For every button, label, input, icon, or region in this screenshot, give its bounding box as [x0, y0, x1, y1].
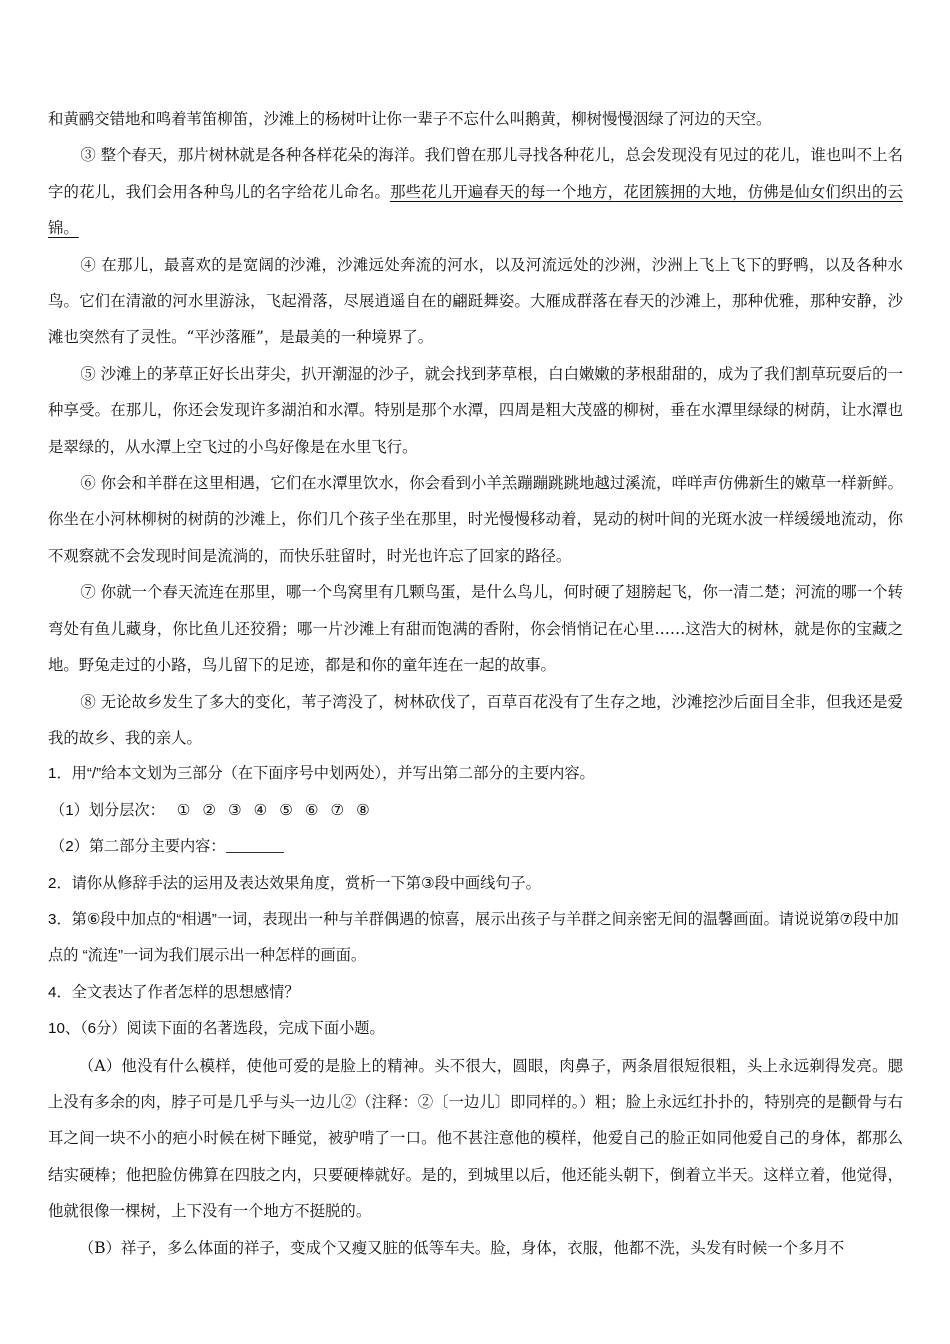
- section-marker: ⑥: [304, 801, 319, 819]
- novel-excerpt-a: （A）他没有什么模样，使他可爱的是脸上的精神。头不很大，圆眼，肉鼻子，两条眉很短很粗，头上永远剃得发亮。腮上没有多余的肉，脖子可是几乎与头一边儿②（注释：②〔一边儿〕即同样的。）粗；脸上永远红扑扑的，特别亮的是颧骨与右耳之间一块不小的疤小时候在树下睡觉，被驴啃了一口。他不甚注意他的模样，他爱自己的脸正如同他爱自己的身体，都那么结实硬棒；他把脸仿佛算在四肢之内，只要硬棒就好。是的，到城里以后，他还能头朝下，倒着立半天。这样立着，他觉得，他就很像一棵树，上下没有一个地方不挺脱的。: [48, 1056, 903, 1221]
- article-paragraph-8: ⑧ 无论故乡发生了多大的变化，苇子湾没了，树林砍伐了，百草百花没有了生存之地，沙滩挖沙后面目全非，但我还是爱我的故乡、我的亲人。: [48, 692, 903, 747]
- section-marker: ①: [176, 801, 191, 819]
- section-10-heading: 10、（6分）阅读下面的名著选段，完成下面小题。: [48, 1020, 385, 1038]
- question-4: 4．全文表达了作者怎样的思想感情？: [48, 983, 300, 1001]
- section-marker: ②: [202, 801, 217, 819]
- article-paragraph-5: ⑤ 沙滩上的茅草正好长出芽尖，扒开潮湿的沙子，就会找到茅草根，白白嫩嫩的茅根甜甜的，成为了我们割草玩耍后的一种享受。在那儿，你还会发现许多湖泊和水潭。特别是那个水潭，四周是粗大茂盛的柳树，垂在水潭里绿绿的树荫，让水潭也是翠绿的，从水潭上空飞过的小鸟好像是在水里飞行。: [48, 364, 903, 456]
- article-paragraph-6: ⑥ 你会和羊群在这里相遇，它们在水潭里饮水，你会看到小羊羔蹦蹦跳跳地越过溪流，咩咩声仿佛新生的嫩草一样新鲜。你坐在小河林柳树的树荫的沙滩上，你们几个孩子坐在那里，时光慢慢移动着，晃动的树叶间的光斑水波一样缓缓地流动，你不观察就不会发现时间是流淌的，而快乐驻留时，时光也许忘了回家的路径。: [48, 474, 903, 565]
- question-2: 2．请你从修辞手法的运用及表达效果角度，赏析一下第③段中画线句子。: [48, 874, 541, 892]
- answer-blank: [226, 837, 284, 853]
- question-1-sub-2-label: （2）第二部分主要内容：: [50, 838, 226, 856]
- section-marker: ③: [228, 801, 242, 819]
- question-1-sub-1: [48, 793, 903, 829]
- question-1-sub-2: [48, 829, 903, 865]
- novel-excerpt-b: （B）祥子，多么体面的祥子，变成个又瘦又脏的低等车夫。脸，身体，衣服，他都不洗，头发有时候一个多月不: [78, 1238, 845, 1257]
- paragraph-3-underlined-sentence: 那些花儿开遍春天的每一个地方，花团簇拥的大地，仿佛是仙女们织出的云锦。: [48, 182, 903, 238]
- article-paragraph-2-tail: 和黄鹂交错地和鸣着苇笛柳笛，沙滩上的杨树叶让你一辈子不忘什么叫鹅黄，柳树慢慢洇绿了河边的天空。: [48, 110, 772, 128]
- document-page: [48, 101, 903, 1266]
- question-1-sub-1-label: （1）划分层次：: [50, 801, 165, 819]
- article-paragraph-7: ⑦ 你就一个春天流连在那里，哪一个鸟窝里有几颗鸟蛋，是什么鸟儿，何时硬了翅膀起飞，你一清二楚；河流的哪一个转弯处有鱼儿藏身，你比鱼儿还狡猾；哪一片沙滩上有甜而饱满的香附，你会悄悄记在心里……这浩大的树林，就是你的宝藏之地。野兔走过的小路，鸟儿留下的足迹，都是和你的童年连在一起的故事。: [48, 583, 903, 675]
- section-marker: ⑤: [279, 801, 293, 819]
- question-1: 1．用“/”给本文划为三部分（在下面序号中划两处），并写出第二部分的主要内容。: [48, 765, 595, 783]
- paragraph-3-text: ③ 整个春天，那片树林就是各种各样花朵的海洋。我们曾在那儿寻找各种花儿，总会发现没有见过的花儿，谁也叫不上名字的花儿，我们会用各种鸟儿的名字给花儿命名。: [48, 146, 903, 201]
- article-paragraph-4: ④ 在那儿，最喜欢的是宽阔的沙滩，沙滩远处奔流的河水，以及河流远处的沙洲，沙洲上飞上飞下的野鸭，以及各种水鸟。它们在清澈的河水里游泳，飞起滑落，尽展逍遥自在的翩跹舞姿。大雁成群落在春天的沙滩上，那种优雅，那种安静，沙滩也突然有了灵性。“平沙落雁”，是最美的一种境界了。: [48, 255, 903, 347]
- question-3: 3．第⑥段中加点的“相遇”一词，表现出一种与羊群偶遇的惊喜，展示出孩子与羊群之间亲密无间的温馨画面。请说说第⑦段中加点的 “流连”一词为我们展示出一种怎样的画面。: [48, 910, 899, 965]
- section-marker: ⑦: [330, 801, 345, 819]
- article-paragraph-3: [48, 137, 903, 246]
- section-marker: ④: [253, 801, 268, 819]
- section-marker: ⑧: [356, 801, 370, 819]
